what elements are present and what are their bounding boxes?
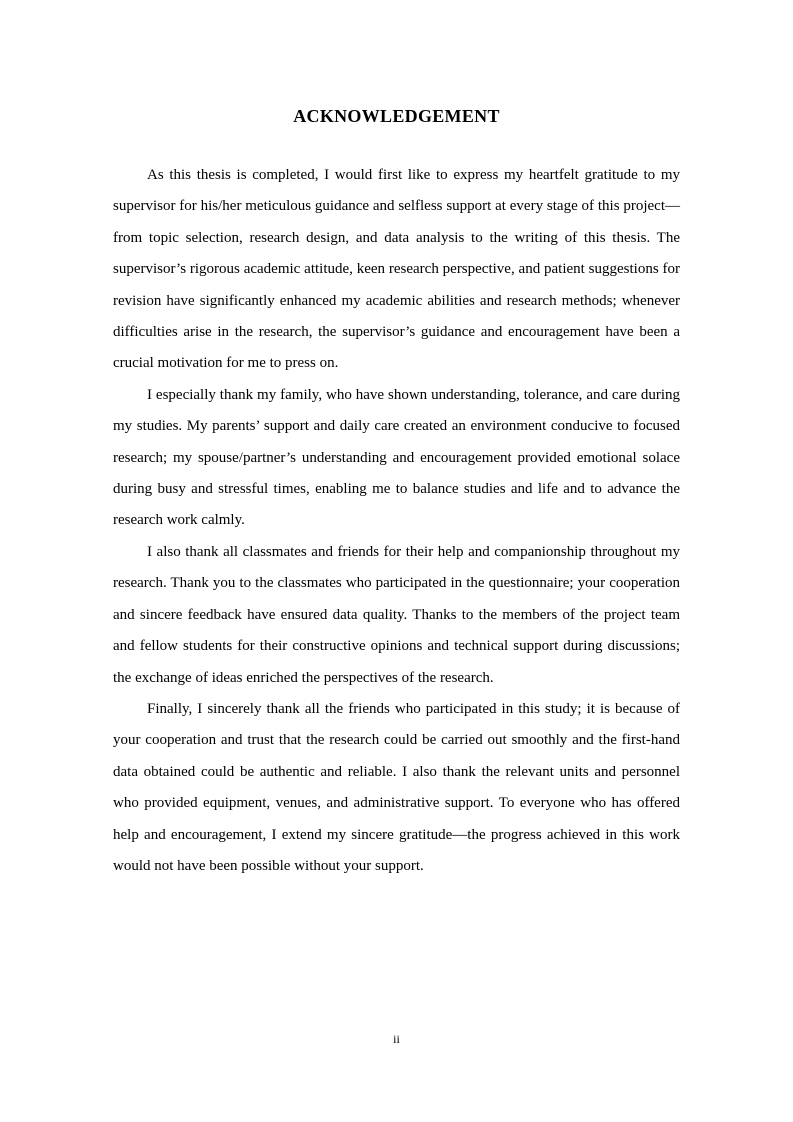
- paragraph-classmates-thanks: I also thank all classmates and friends for their help and companionship throughout my research. Thank you to the classmates who participated in the questionnaire; your cooperation and sincere feedback have ensured data quality. Thanks to the members of the project team and fellow students for their constructive opinions and technical support during discussions; the exchange of ideas enriched the perspectives of the research.: [113, 543, 680, 686]
- page-title: ACKNOWLEDGEMENT: [293, 106, 500, 126]
- page-footer: [0, 1032, 793, 1046]
- page-number: ii: [393, 1032, 400, 1046]
- document-body: [113, 160, 680, 882]
- paragraph-family-thanks: I especially thank my family, who have shown understanding, tolerance, and care during my studies. My parents’ support and daily care created an environment conducive to focused research; my spouse/partner’s understanding and encouragement provided emotional solace during busy and stressful times, enabling me to balance studies and life and to advance the research work calmly.: [113, 386, 680, 529]
- paragraph-supervisor-thanks: As this thesis is completed, I would first like to express my heartfelt gratitude to my supervisor for his/her meticulous guidance and selfless support at every stage of this project—from topic selection, research design, and data analysis to the writing of this thesis. The supervisor’s rigorous academic attitude, keen research perspective, and patient suggestions for revision have significantly enhanced my academic abilities and research methods; whenever difficulties arise in the research, the supervisor’s guidance and encouragement have been a crucial motivation for me to press on.: [113, 167, 680, 372]
- paragraph-participants-thanks: Finally, I sincerely thank all the friends who participated in this study; it is because of your cooperation and trust that the research could be carried out smoothly and the first-hand data obtained could be authentic and reliable. I also thank the relevant units and personnel who provided equipment, venues, and administrative support. To everyone who has offered help and encouragement, I extend my sincere gratitude—the progress achieved in this work would not have been possible without your support.: [113, 700, 680, 874]
